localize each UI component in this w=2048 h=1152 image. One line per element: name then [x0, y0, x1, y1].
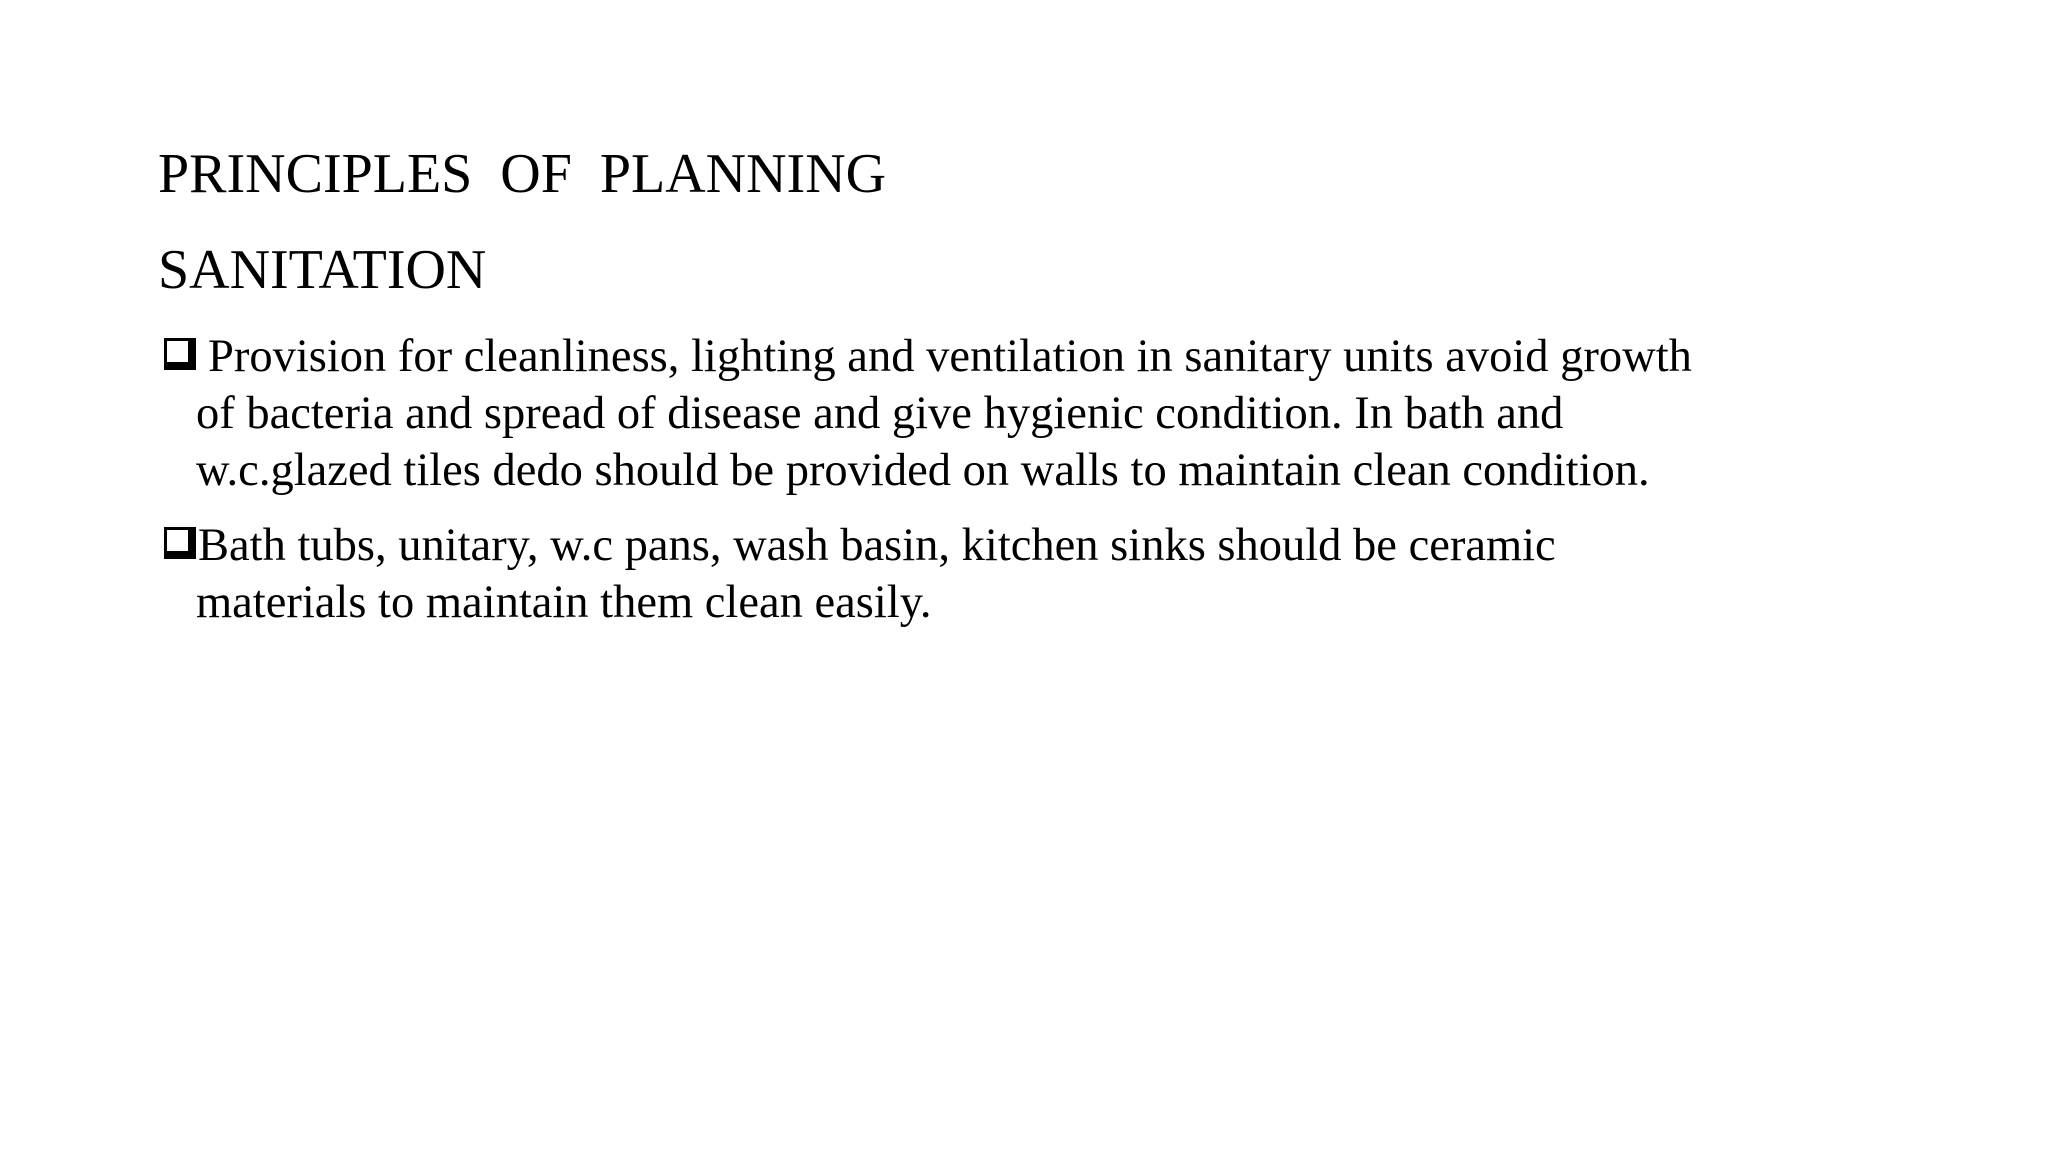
bullet-line: Bath tubs, unitary, w.c pans, wash basin, kitchen sinks should be ceramic: [198, 520, 1556, 571]
bullet-line: materials to maintain them clean easily.: [196, 577, 932, 628]
slide-subtitle: SANITATION: [158, 239, 487, 301]
bullet-line: Provision for cleanliness, lighting and ventilation in sanitary units avoid growth: [208, 331, 1692, 382]
bullet-item: [158, 328, 1998, 499]
bullet-line: of bacteria and spread of disease and give hygienic condition. In bath and: [196, 388, 1564, 439]
checkbox-square-icon: [164, 527, 196, 559]
slide-title: PRINCIPLES OF PLANNING: [158, 143, 887, 205]
bullet-item: [158, 517, 1998, 631]
bullet-text: [196, 328, 1998, 499]
bullet-text: [196, 517, 1998, 631]
checkbox-square-icon: [164, 338, 196, 370]
bullet-list: [158, 328, 1998, 649]
bullet-line: w.c.glazed tiles dedo should be provided on walls to maintain clean condition.: [196, 445, 1650, 496]
